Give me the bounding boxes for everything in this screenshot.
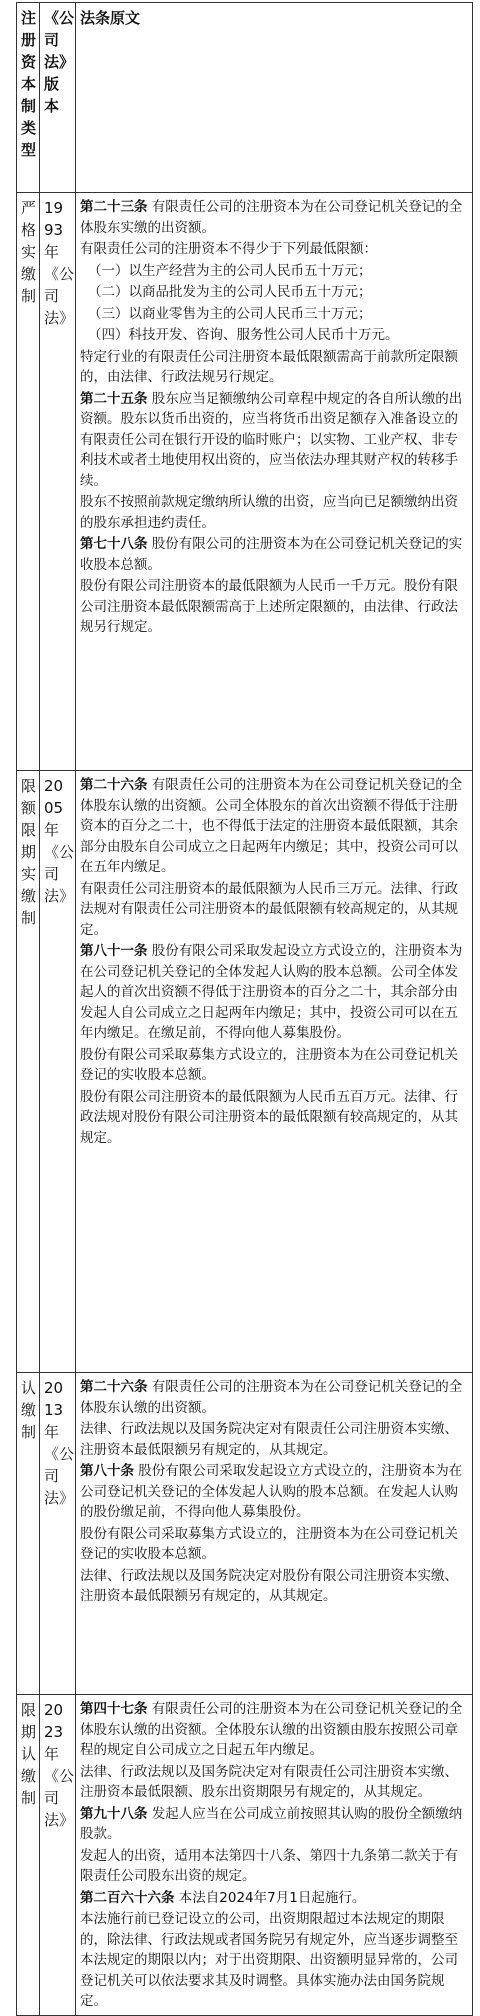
article-number: 第二百六十六条: [80, 1889, 175, 1906]
law-paragraph: [80, 304, 469, 325]
article-text: 法律、行政法规以及国务院决定对有限责任公司注册资本实缴、注册资本最低限额另有规定的，从其规定。: [80, 1421, 458, 1458]
article-number: 第二十三条: [80, 199, 148, 215]
law-paragraph: [80, 1909, 469, 2012]
table-row: [17, 771, 473, 1373]
table-header-row: [17, 3, 473, 193]
law-text-cell: [76, 1695, 473, 2016]
article-number: 第二十五条: [80, 390, 148, 407]
article-text: 法律、行政法规以及国务院决定对股份有限公司注册资本实缴、注册资本最低限额另有规定的，从其规定。: [80, 1567, 458, 1604]
law-paragraph: [80, 1888, 469, 1909]
article-text: （三）以商业零售为主的公司人民币三十万元；: [88, 305, 372, 322]
article-text: 本法施行前已登记设立的公司，出资期限超过本法规定的期限的，除法律、行政法规或者国务院另有规定外，应当逐步调整至本法规定的期限以内；对于出资期限、出资额明显异常的，公司登记机关可以依法要求其及时调整。具体实施办法由国务院规定。: [80, 1911, 458, 2009]
law-paragraph: [80, 1846, 469, 1887]
article-text: 股份有限公司的注册资本为在公司登记机关登记的实收股本总额。: [80, 536, 463, 573]
article-text: 发起人的出资，适用本法第四十八条、第四十九条第二款关于有限责任公司股东出资的规定。: [80, 1847, 458, 1884]
article-text: 股份有限公司注册资本的最低限额为人民币五百万元。法律、行政法规对股份有限公司注册资本的最低限额有较高规定的，从其规定。: [80, 1088, 458, 1146]
article-text: 本法自2024年7月1日起施行。: [174, 1889, 366, 1906]
article-number: 第二十六条: [80, 777, 148, 793]
article-text: 股份有限公司采取募集方式设立的，注册资本为在公司登记机关登记的实收股本总额。: [80, 1046, 458, 1083]
law-paragraph: [80, 576, 469, 638]
law-paragraph: [80, 325, 469, 346]
law-paragraph: [80, 492, 469, 533]
registration-type-cell: 认缴制: [17, 1373, 40, 1695]
law-text-cell: [76, 1373, 473, 1695]
article-number: 第二十六条: [80, 1379, 148, 1395]
article-text: 法律、行政法规以及国务院决定对有限责任公司注册资本实缴、注册资本最低限额、股东出资期限另有规定的，从其规定。: [80, 1763, 458, 1800]
article-text: 股份有限公司采取发起设立方式设立的，注册资本为在公司登记机关登记的全体发起人认购的股本总额。公司全体发起人的首次出资额不得低于注册资本的百分之二十，其余部分由发起人自公司成立之日起两年内缴足；其中，投资公司可以在五年内缴足。在缴足前，不得向他人募集股份。: [80, 943, 463, 1041]
article-text: 股份有限公司注册资本的最低限额为人民币一千万元。股份有限公司注册资本最低限额需高于上述所定限额的，由法律、行政法规另行规定。: [80, 578, 458, 635]
law-paragraph: [80, 941, 469, 1044]
law-version-cell: 2023年《公司法》: [40, 1695, 76, 2016]
article-text: 股东不按照前款规定缴纳所认缴的出资，应当向已足额缴纳出资的股东承担违约责任。: [80, 494, 458, 531]
table-row: [17, 1373, 473, 1695]
law-text-cell: [76, 771, 473, 1373]
article-text: 特定行业的有限责任公司注册资本最低限额需高于前款所定限额的，由法律、行政法规另行规定。: [80, 348, 458, 385]
article-text: 股份有限公司采取募集方式设立的，注册资本为在公司登记机关登记的实收股本总额。: [80, 1525, 458, 1562]
law-paragraph: [80, 1524, 469, 1565]
registration-type-cell: 限期认缴制: [17, 1695, 40, 2016]
header-law-text: 法条原文: [76, 3, 473, 193]
law-paragraph: [80, 879, 469, 941]
law-paragraph: [80, 534, 469, 575]
article-text: 有限责任公司注册资本的最低限额为人民币三万元。法律、行政法规对有限责任公司注册资本的最低限额有较高规定的，从其规定。: [80, 880, 458, 938]
law-text-cell: [76, 193, 473, 771]
law-version-cell: 2005年《公司法》: [40, 771, 76, 1373]
article-number: 第七十八条: [80, 536, 148, 552]
law-comparison-table: [16, 2, 473, 2016]
table-row: [17, 193, 473, 771]
law-paragraph: [80, 1461, 469, 1523]
law-paragraph: [80, 1566, 469, 1607]
article-text: 有限责任公司的注册资本为在公司登记机关登记的全体股东认缴的出资额。: [80, 1379, 463, 1416]
law-paragraph: [80, 1377, 469, 1418]
law-paragraph: [80, 282, 469, 303]
article-text: 股东应当足额缴纳公司章程中规定的各自所认缴的出资额。股东以货币出资的，应当将货币出资足额存入准备设立的有限责任公司在银行开设的临时账户；以实物、工业产权、非专利技术或者土地使用权出资的，应当依法办理其财产权的转移手续。: [80, 390, 463, 489]
article-number: 第八十一条: [80, 943, 148, 959]
law-paragraph: [80, 197, 469, 238]
law-paragraph: [80, 775, 469, 878]
law-paragraph: [80, 1419, 469, 1460]
law-paragraph: [80, 1804, 469, 1845]
law-paragraph: [80, 389, 469, 492]
header-registration-type: 注册资本制类型: [17, 3, 40, 193]
article-text: （二）以商品批发为主的公司人民币五十万元；: [88, 284, 372, 300]
article-text: 有限责任公司的注册资本为在公司登记机关登记的全体股东认缴的出资额。全体股东认缴的出资额由股东按照公司章程的规定自公司成立之日起五年内缴足。: [80, 1701, 463, 1758]
article-text: （四）科技开发、咨询、服务性公司人民币十万元。: [88, 327, 399, 343]
law-version-cell: 2013年《公司法》: [40, 1373, 76, 1695]
article-number: 第九十八条: [80, 1805, 148, 1822]
registration-type-cell: 严格实缴制: [17, 193, 40, 771]
registration-type-cell: 限额限期实缴制: [17, 771, 40, 1373]
article-text: 有限责任公司的注册资本不得少于下列最低限额：: [80, 241, 377, 257]
law-paragraph: [80, 347, 469, 388]
article-text: （一）以生产经营为主的公司人民币五十万元；: [88, 262, 372, 279]
law-paragraph: [80, 1762, 469, 1803]
law-paragraph: [80, 1045, 469, 1086]
article-number: 第八十条: [80, 1463, 134, 1479]
law-paragraph: [80, 1699, 469, 1761]
law-paragraph: [80, 239, 469, 260]
article-text: 有限责任公司的注册资本为在公司登记机关登记的全体股东认缴的出资额。公司全体股东的首次出资额不得低于注册资本的百分之二十，也不得低于法定的注册资本最低限额，其余部分由股东自公司成立之日起两年内缴足；其中，投资公司可以在五年内缴足。: [80, 777, 463, 875]
article-text: 有限责任公司的注册资本为在公司登记机关登记的全体股东实缴的出资额。: [80, 199, 463, 236]
article-number: 第四十七条: [80, 1701, 148, 1717]
law-version-cell: 1993年《公司法》: [40, 193, 76, 771]
header-law-version: 《公司法》版本: [40, 3, 76, 193]
law-paragraph: [80, 261, 469, 282]
law-paragraph: [80, 1087, 469, 1149]
table-row: [17, 1695, 473, 2016]
article-text: 股份有限公司采取发起设立方式设立的，注册资本为在公司登记机关登记的全体发起人认购的股本总额。在发起人认购的股份缴足前，不得向他人募集股份。: [80, 1463, 463, 1520]
article-text: 发起人应当在公司成立前按照其认购的股份全额缴纳股款。: [80, 1805, 463, 1842]
